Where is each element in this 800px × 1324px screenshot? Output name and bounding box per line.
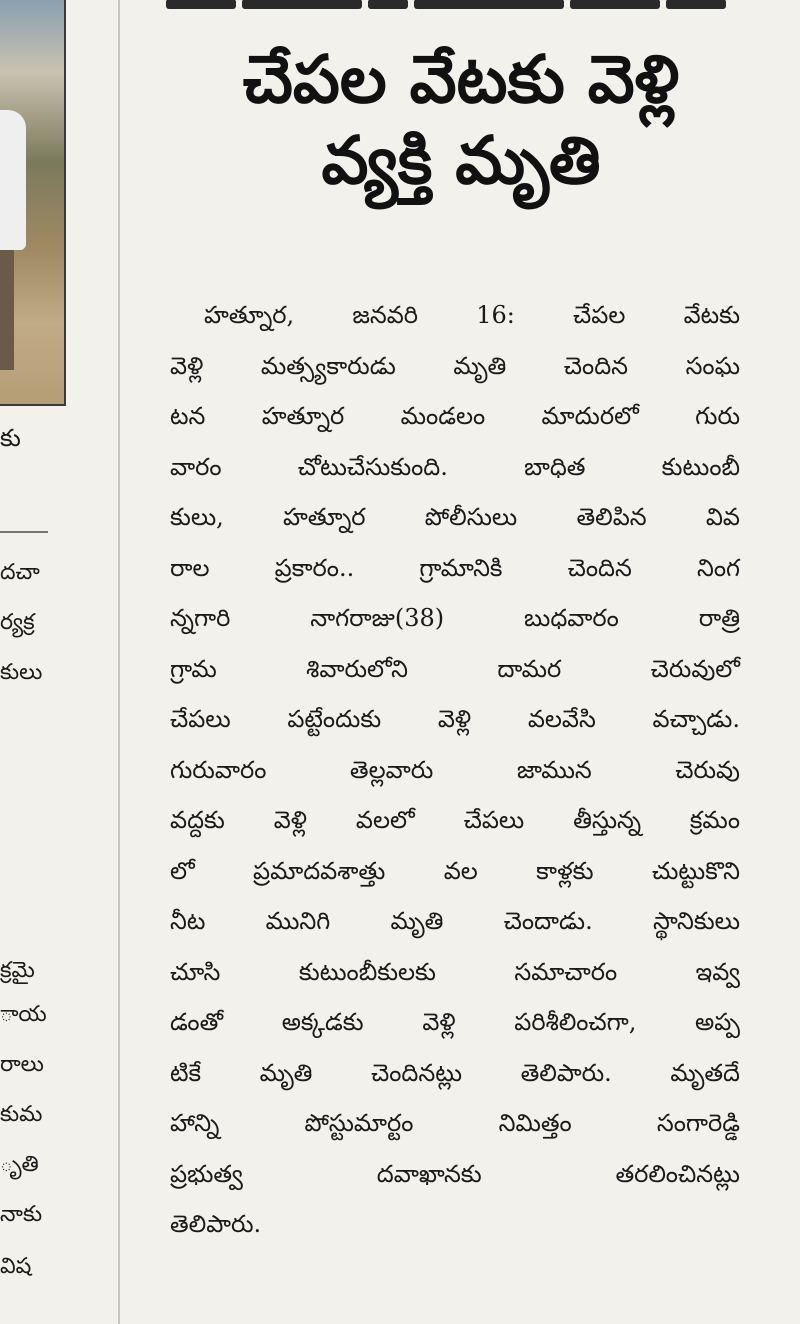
body-line: న్నగారి నాగరాజు(38) బుధవారం రాత్రి	[170, 604, 740, 632]
previous-article-cut-line	[166, 0, 766, 10]
headline-line-1: చేపల వేటకు వెళ్లి	[242, 41, 680, 118]
body-line: చూసి కుటుంబీకులకు సమాచారం ఇవ్వ	[170, 957, 740, 986]
left-text-fragment: దచా	[0, 560, 40, 585]
body-line: వద్దకు వెళ్లి వలలో చేపలు తీస్తున్న క్రమం	[170, 806, 740, 834]
body-line: గ్రామ శివారులోని దామర చెరువులో	[170, 654, 740, 683]
body-line: వారం చోటుచేసుకుంది. బాధిత కుటుంబీ	[170, 452, 740, 481]
article-body	[170, 290, 740, 1250]
photo-caption-fragment: కు	[0, 424, 21, 452]
left-neighbor-column	[0, 0, 118, 1324]
left-text-fragment: విష	[0, 1254, 32, 1279]
left-text-fragment: రాలు	[0, 1052, 44, 1077]
left-text-fragment: ర్యక్ర	[0, 610, 35, 635]
body-line: కులు, హత్నూర పోలీసులు తెలిపిన వివ	[170, 503, 740, 531]
body-line: హత్నూర, జనవరి 16: చేపల వేటకు	[204, 301, 740, 329]
article-headline	[136, 40, 786, 201]
left-column-rule	[0, 531, 48, 533]
photo-person-figure	[0, 110, 26, 250]
left-text-fragment: నాకు	[0, 1202, 43, 1227]
body-line: రాల ప్రకారం.. గ్రామానికి చెందిన నింగ	[170, 553, 740, 582]
photo-person-legs	[0, 250, 14, 370]
left-text-fragment: ాయ	[0, 1002, 47, 1027]
body-line: గురువారం తెల్లవారు జామున చెరువు	[170, 755, 740, 784]
body-line: తెలిపారు.	[170, 1210, 262, 1238]
left-text-fragment: ృతి	[0, 1152, 39, 1177]
left-text-fragment: క్రమై	[0, 958, 35, 983]
left-text-fragment: కుమ	[0, 1102, 43, 1127]
news-article	[136, 0, 786, 1324]
body-line: నీట మునిగి మృతి చెందాడు. స్థానికులు	[170, 907, 740, 935]
body-line: లో ప్రమాదవశాత్తు వల కాళ్లకు చుట్టుకొని	[170, 856, 740, 885]
body-line: హాన్ని పోస్టుమార్టం నిమిత్తం సంగారెడ్డి	[170, 1109, 740, 1137]
left-text-fragment: కులు	[0, 660, 43, 685]
body-line: ప్రభుత్వ దవాఖానకు తరలించినట్లు	[170, 1159, 740, 1188]
body-line: చేపలు పట్టేందుకు వెళ్లి వలవేసి వచ్చాడు.	[170, 705, 740, 733]
body-line: వెళ్లి మత్స్యకారుడు మృతి చెందిన సంఘ	[170, 351, 740, 380]
body-line: టికే మృతి చెందినట్లు తెలిపారు. మృతదే	[170, 1058, 740, 1087]
body-line: డంతో అక్కడకు వెళ్లి పరిశీలించగా, అప్ప	[170, 1008, 740, 1036]
headline-line-2: వ్యక్తి మృతి	[321, 121, 601, 199]
body-line: టన హత్నూర మండలం మాదురలో గురు	[170, 402, 740, 430]
column-divider	[118, 0, 120, 1324]
news-photo	[0, 0, 66, 406]
